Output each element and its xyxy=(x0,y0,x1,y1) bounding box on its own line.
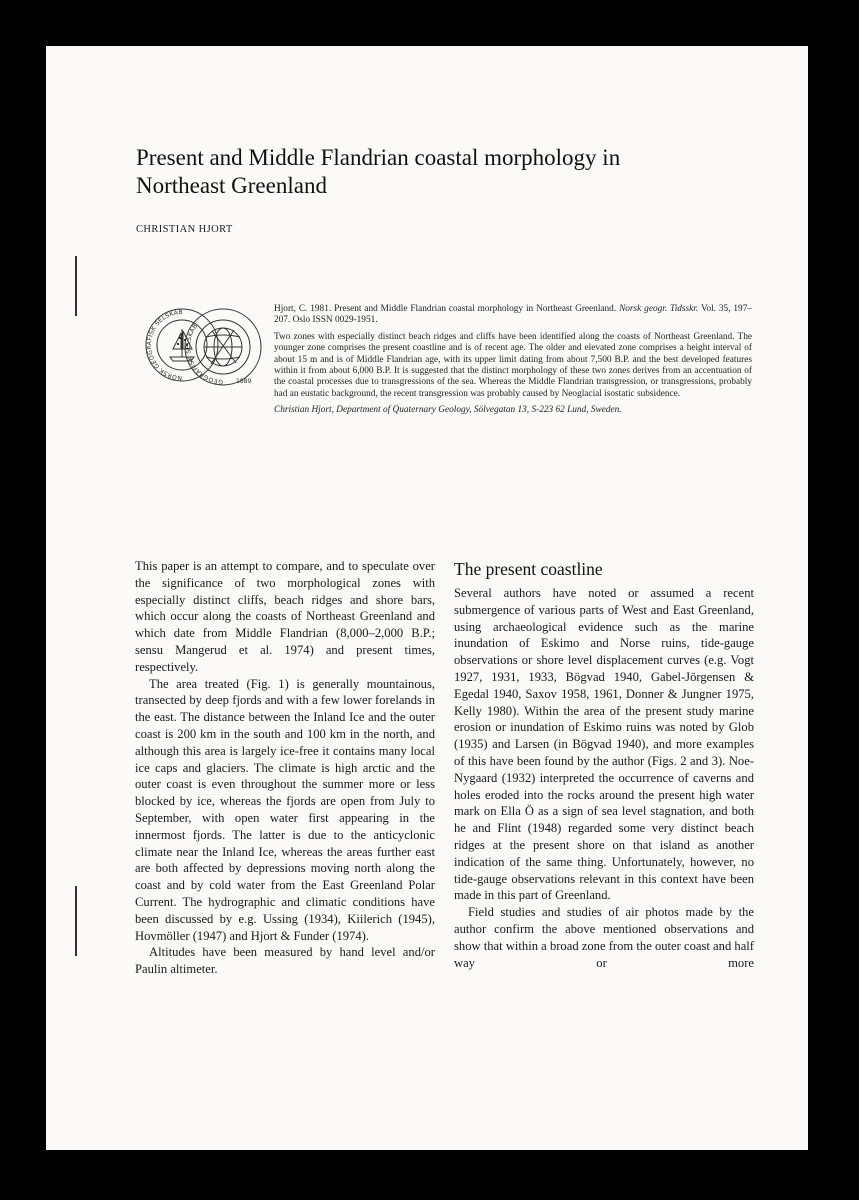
title-line-1: Present and Middle Flandrian coastal morphology in xyxy=(136,145,621,170)
staple-mark-bottom xyxy=(75,886,77,956)
abstract-block xyxy=(274,304,752,417)
citation-text: Hjort, C. 1981. Present and Middle Flandrian coastal morphology in Northeast Greenland. xyxy=(274,304,617,314)
seal-right-ring-text: GEOGRAFISK SELSKAB xyxy=(185,322,224,386)
left-paragraph-2: The area treated (Fig. 1) is generally mountainous, transected by deep fjords and with a few lower forelands in the east. The distance between the Inland Ice and the outer coast is 200 km in the south and 100 km in the north, and although this area is largely ice-free it contains many local ice caps and glaciers. The climate is high arctic and the outer coast is even throughout the summer more or less blocked by ice, whereas the fjords are open from July to September, with open water first appearing in the innermost fjords. The latter is due to the anticyclonic climate near the Inland Ice, whereas the areas further east are both affected by depressions moving north along the coast and by cold water from the East Greenland Polar Current. The hydrographic and climatic conditions have been discussed by e.g. Ussing (1934), Kiilerich (1945), Hovmöller (1947) and Hjort & Funder (1974). xyxy=(135,676,435,943)
right-column xyxy=(454,558,754,971)
left-paragraph-3: Altitudes have been measured by hand level and/or Paulin altimeter. xyxy=(135,945,435,977)
author-address-text: Christian Hjort, Department of Quaternary Geology, Sölvegatan 13, S-223 62 Lund, Sweden. xyxy=(274,405,622,416)
society-seal-logo xyxy=(136,303,272,387)
author-address xyxy=(274,405,752,416)
journal-page xyxy=(46,46,808,1150)
left-paragraph-1: This paper is an attempt to compare, and to speculate over the significance of two morphological zones with especially distinct cliffs, beach ridges and shore bars, which occur along the coasts of Northeast Greenland and which date from Middle Flandrian (8,000–2,000 B.P.; sensu Mangerud et al. 1974) and present times, respectively. xyxy=(135,559,435,674)
title-line-2: Northeast Greenland xyxy=(136,173,327,198)
author-name: CHRISTIAN HJORT xyxy=(136,224,233,235)
right-paragraph-1: Several authors have noted or assumed a recent submergence of various parts of West and East Greenland, using archaeological evidence such as the marine inundation of Eskimo and Norse ruins, tide-gauge observations or shore level displacement curves (e.g. Vogt 1927, 1931, 1933, Bögvad 1940, Gabel-Jörgensen & Egedal 1940, Saxov 1958, 1961, Donner & Jungner 1975, Kelly 1980). Within the area of the present study marine erosion or inundation of Eskimo ruins was noted by Glob (1935) and Larsen (in Bögvad 1940), and more examples of this have been found by the author (Figs. 2 and 3). Noe-Nygaard (1932) interpreted the occurrence of caverns and holes eroded into the rocks around the present high water mark on Ella Ö as a sign of sea level stagnation, and both he and Flint (1948) regarded some very distinct beach ridges at the present shore on that island as another indication of the same thing. Unfortunately, however, no tide-gauge observations relevant in this context have been made in this part of Greenland. xyxy=(454,586,754,903)
staple-mark-top xyxy=(75,256,77,316)
citation xyxy=(274,304,752,327)
seal-left-ring-text: NORSK GEOGRAFISK SELSKAB xyxy=(145,308,183,382)
abstract-text: Two zones with especially distinct beach ridges and cliffs have been identified along the coasts of Northeast Greenland. The younger zone comprises the present coastline and is of recent age. The older and elevated zone comprises a height interval of about 15 m and is of Middle Flandrian age, with its upper limit dating from about 7,500 B.P. and the best developed features within it from about 6,000 B.P. It is suggested that the distinct morphology of these two zones derives from an accentuation of the coastal processes due to transgressions of the sea. Whereas the Middle Flandrian transgression, or transgressions, probably had an eustatic background, the recent transgression was probably caused by Neoglacial isostatic subsidence. xyxy=(274,331,752,399)
section-heading: The present coastline xyxy=(454,559,603,579)
paper-title xyxy=(136,144,736,200)
left-column xyxy=(135,558,435,978)
right-paragraph-2: Field studies and studies of air photos made by the author confirm the above mentioned observations and show that within a broad zone from the outer coast and half way or more xyxy=(454,905,754,970)
citation-journal: Norsk geogr. Tidsskr. xyxy=(619,304,699,314)
svg-text:NORSK GEOGRAFISK SELSKAB xyxy=(146,309,183,381)
citation-details: Vol. 35, 197–207. Oslo ISSN 0029-1951. xyxy=(274,304,753,326)
seal-year: 1889 xyxy=(236,378,252,385)
